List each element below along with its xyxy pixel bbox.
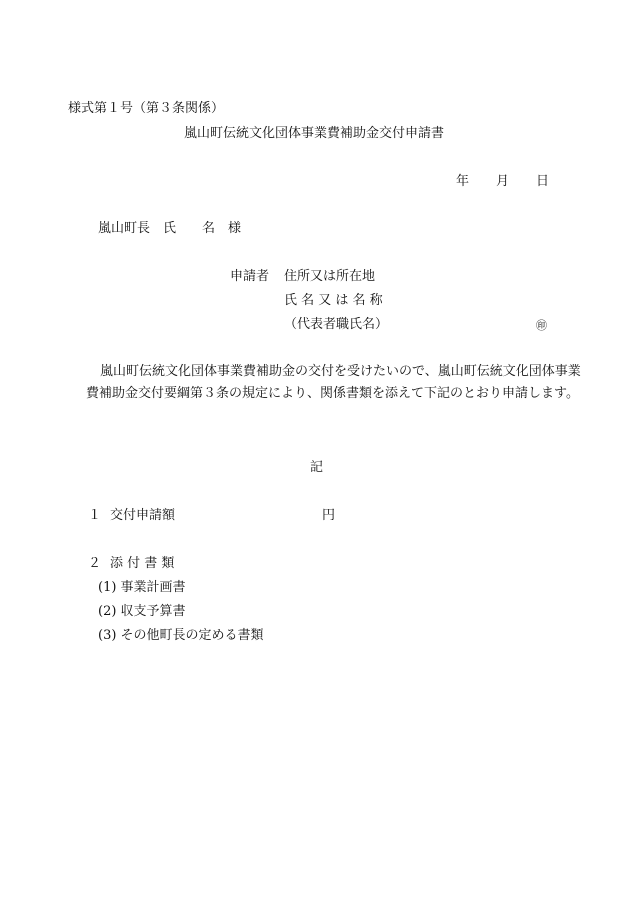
item2-label: 添 付 書 類 (110, 556, 175, 571)
date-day-label: 日 (536, 174, 550, 189)
form-title: 嵐山町伝統文化団体事業費補助金交付申請書 (184, 126, 445, 141)
date-year-label: 年 (456, 174, 470, 189)
item2-number: ２ (88, 556, 102, 571)
item1-label: 交付申請額 (110, 508, 176, 523)
applicant-label: 申請者 (230, 269, 270, 284)
item1-unit: 円 (322, 508, 336, 523)
form-number: 様式第１号（第３条関係） (68, 101, 225, 116)
seal-mark: ㊞ (536, 319, 547, 332)
attached-doc-item: (2) 収支予算書 (98, 604, 186, 619)
address-label: 住所又は所在地 (284, 269, 376, 284)
attached-doc-item: (1) 事業計画書 (98, 580, 186, 595)
ki-heading: 記 (310, 460, 324, 475)
representative-label: （代表者職氏名） (284, 317, 389, 332)
attached-doc-item: (3) その他町長の定める書類 (98, 628, 264, 643)
date-month-label: 月 (496, 174, 510, 189)
addressee: 嵐山町長 氏 名 様 (98, 221, 242, 236)
name-label: 氏 名 又 は 名 称 (284, 293, 383, 308)
body-paragraph: 嵐山町伝統文化団体事業費補助金の交付を受けたいので、嵐山町伝統文化団体事業費補助金交付要綱第３条の規定により、関係書類を添えて下記のとおり申請します。 (86, 364, 581, 401)
item1-number: １ (88, 508, 102, 523)
